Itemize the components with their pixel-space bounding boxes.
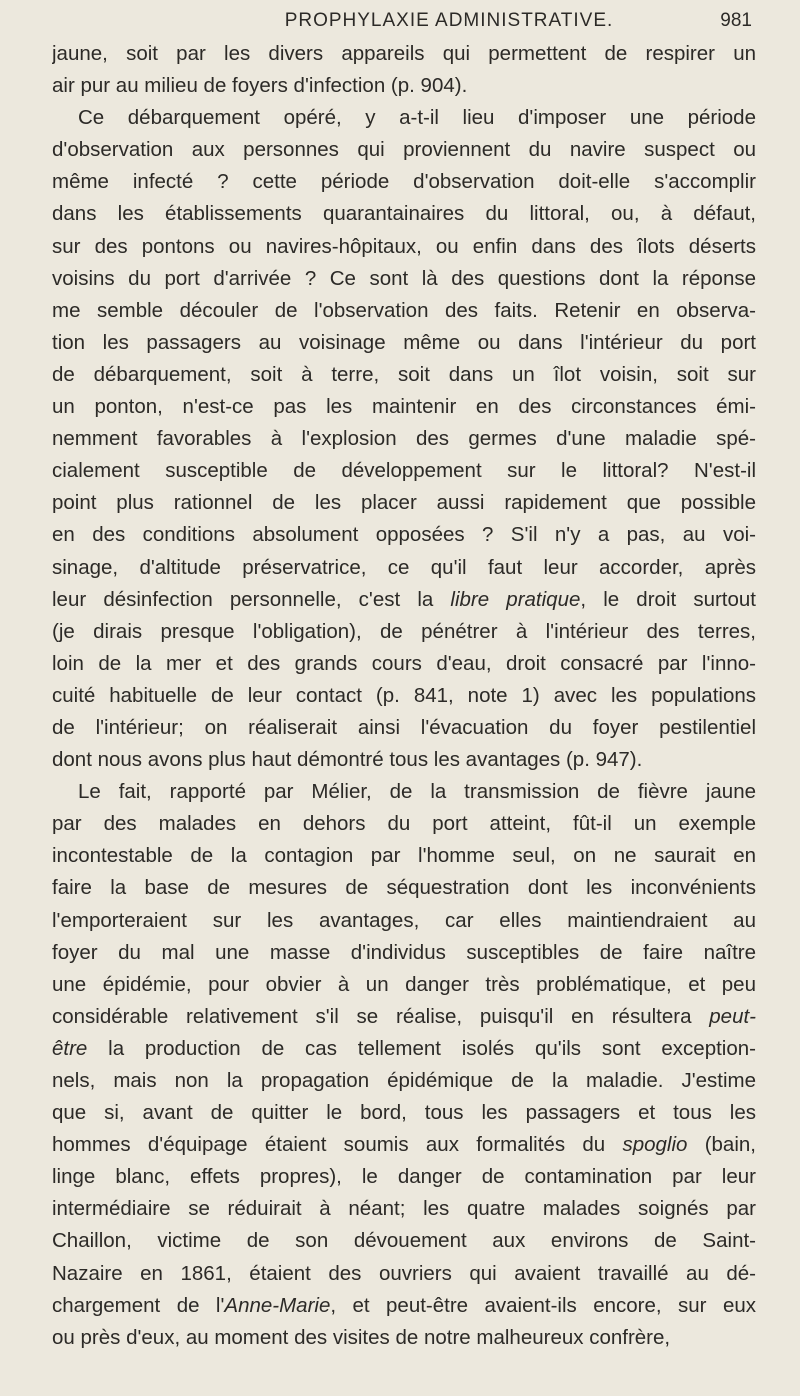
line-text-after: la production de cas tellement isolés qu'ils sont exception- (87, 1036, 756, 1060)
line-text: l'emporteraient sur les avantages, car elles maintiendraient au (52, 908, 756, 932)
italic-term: Anne-Marie (224, 1293, 331, 1317)
line-text: Le fait, rapporté par Mélier, de la transmission de fièvre jaune (78, 780, 756, 804)
line-text: linge blanc, effets propres), le danger de contamination par leur (52, 1165, 756, 1189)
text-line (52, 680, 756, 712)
text-line (52, 840, 756, 872)
text-line (52, 359, 756, 391)
line-text: cialement susceptible de développement sur le littoral? N'est-il (52, 459, 756, 483)
text-line (52, 1290, 756, 1322)
italic-term: être (52, 1036, 88, 1060)
text-line (52, 295, 756, 327)
line-text: faire la base de mesures de séquestration dont les inconvénients (52, 876, 756, 900)
line-text: nels, mais non la propagation épidémique de la maladie. J'estime (52, 1069, 756, 1092)
line-text: nemment favorables à l'explosion des germes d'une maladie spé- (52, 427, 756, 451)
line-text: en des conditions absolument opposées ? S'il n'y a pas, au voi- (52, 523, 756, 547)
text-line (52, 198, 756, 230)
text-line (52, 905, 756, 937)
line-text: loin de la mer et des grands cours d'eau, droit consacré par l'inno- (52, 651, 756, 675)
text-line (52, 969, 756, 1001)
line-text: (je dirais presque l'obligation), de pénétrer à l'intérieur des terres, (52, 619, 756, 643)
line-text: intermédiaire se réduirait à néant; les quatre malades soignés par (52, 1197, 756, 1221)
text-line (52, 1161, 756, 1193)
text-line (52, 616, 756, 648)
line-text: que si, avant de quitter le bord, tous les passagers et tous les (52, 1101, 756, 1125)
line-text: dans les établissements quarantainaires du littoral, ou, à défaut, (52, 202, 756, 226)
line-text: leur désinfection personnelle, c'est la (52, 587, 451, 611)
text-line (52, 166, 756, 198)
line-text: cuité habituelle de leur contact (p. 841, note 1) avec les populations (52, 683, 756, 707)
text-line (52, 744, 756, 776)
text-line (52, 263, 756, 295)
text-line (52, 423, 756, 455)
text-line (52, 391, 756, 423)
italic-term: libre pratique (450, 587, 581, 611)
line-text: Ce débarquement opéré, y a-t-il lieu d'imposer une période (78, 106, 756, 130)
line-text-after: , et peut-être avaient-ils encore, sur eux (330, 1293, 756, 1317)
italic-term: spoglio (622, 1133, 688, 1157)
line-text: foyer du mal une masse d'individus susceptibles de faire naître (52, 940, 756, 964)
line-text: un ponton, n'est-ce pas les maintenir en des circonstances émi- (52, 395, 756, 419)
text-line (52, 1322, 756, 1354)
text-line (52, 455, 756, 487)
text-line (52, 102, 756, 134)
text-line (52, 808, 756, 840)
line-text: chargement de l' (52, 1293, 225, 1317)
line-text: tion les passagers au voisinage même ou dans l'intérieur du port (52, 330, 756, 354)
text-line (52, 1193, 756, 1225)
text-line (52, 487, 756, 519)
line-text: par des malades en dehors du port atteint, fût-il un exemple (52, 812, 756, 836)
line-text: voisins du port d'arrivée ? Ce sont là des questions dont la réponse (52, 266, 756, 290)
line-text: d'observation aux personnes qui proviennent du navire suspect ou (52, 138, 756, 162)
text-line (52, 519, 756, 551)
text-line (52, 776, 756, 808)
text-line (52, 937, 756, 969)
line-text: Chaillon, victime de son dévouement aux environs de Saint- (52, 1229, 756, 1253)
line-text-after: (bain, (687, 1133, 756, 1157)
text-line (52, 1065, 756, 1097)
text-line (52, 38, 756, 70)
page-number: 981 (720, 10, 752, 31)
line-text: jaune, soit par les divers appareils qui permettent de respirer un (52, 42, 756, 65)
text-line (52, 872, 756, 904)
italic-term: peut- (709, 1004, 756, 1028)
text-line (52, 552, 756, 584)
running-head (52, 6, 756, 36)
text-line (52, 1129, 756, 1161)
line-text: une épidémie, pour obvier à un danger très problématique, et peu (52, 972, 756, 996)
line-text: Nazaire en 1861, étaient des ouvriers qui avaient travaillé au dé- (52, 1261, 756, 1285)
text-line (52, 231, 756, 263)
text-line (52, 1033, 756, 1065)
text-line (52, 1097, 756, 1129)
text-line (52, 327, 756, 359)
text-line (52, 1001, 756, 1033)
line-text: considérable relativement s'il se réalise, puisqu'il en résultera (52, 1004, 710, 1028)
body-text (52, 38, 756, 1354)
running-title: PROPHYLAXIE ADMINISTRATIVE. (284, 10, 614, 31)
line-text: air pur au milieu de foyers d'infection (p. 904). (52, 74, 468, 98)
text-line (52, 134, 756, 166)
text-line (52, 648, 756, 680)
line-text: point plus rationnel de les placer aussi rapidement que possible (52, 491, 756, 515)
line-text: ou près d'eux, au moment des visites de notre malheureux confrère, (52, 1325, 671, 1349)
text-line (52, 712, 756, 744)
line-text: sur des pontons ou navires-hôpitaux, ou enfin dans des îlots déserts (52, 234, 756, 258)
line-text: de l'intérieur; on réaliserait ainsi l'évacuation du foyer pestilentiel (52, 715, 756, 739)
text-line (52, 70, 756, 102)
line-text: me semble découler de l'observation des faits. Retenir en observa- (52, 298, 756, 322)
line-text: même infecté ? cette période d'observation doit-elle s'accomplir (52, 170, 756, 194)
line-text: sinage, d'altitude préservatrice, ce qu'il faut leur accorder, après (52, 555, 756, 579)
line-text: hommes d'équipage étaient soumis aux formalités du (52, 1133, 623, 1157)
line-text: dont nous avons plus haut démontré tous les avantages (p. 947). (52, 748, 643, 772)
line-text: de débarquement, soit à terre, soit dans un îlot voisin, soit sur (52, 362, 756, 386)
line-text: incontestable de la contagion par l'homme seul, on ne saurait en (52, 844, 756, 868)
line-text-after: , le droit surtout (580, 587, 756, 611)
text-line (52, 1225, 756, 1257)
text-line (52, 584, 756, 616)
text-line (52, 1258, 756, 1290)
